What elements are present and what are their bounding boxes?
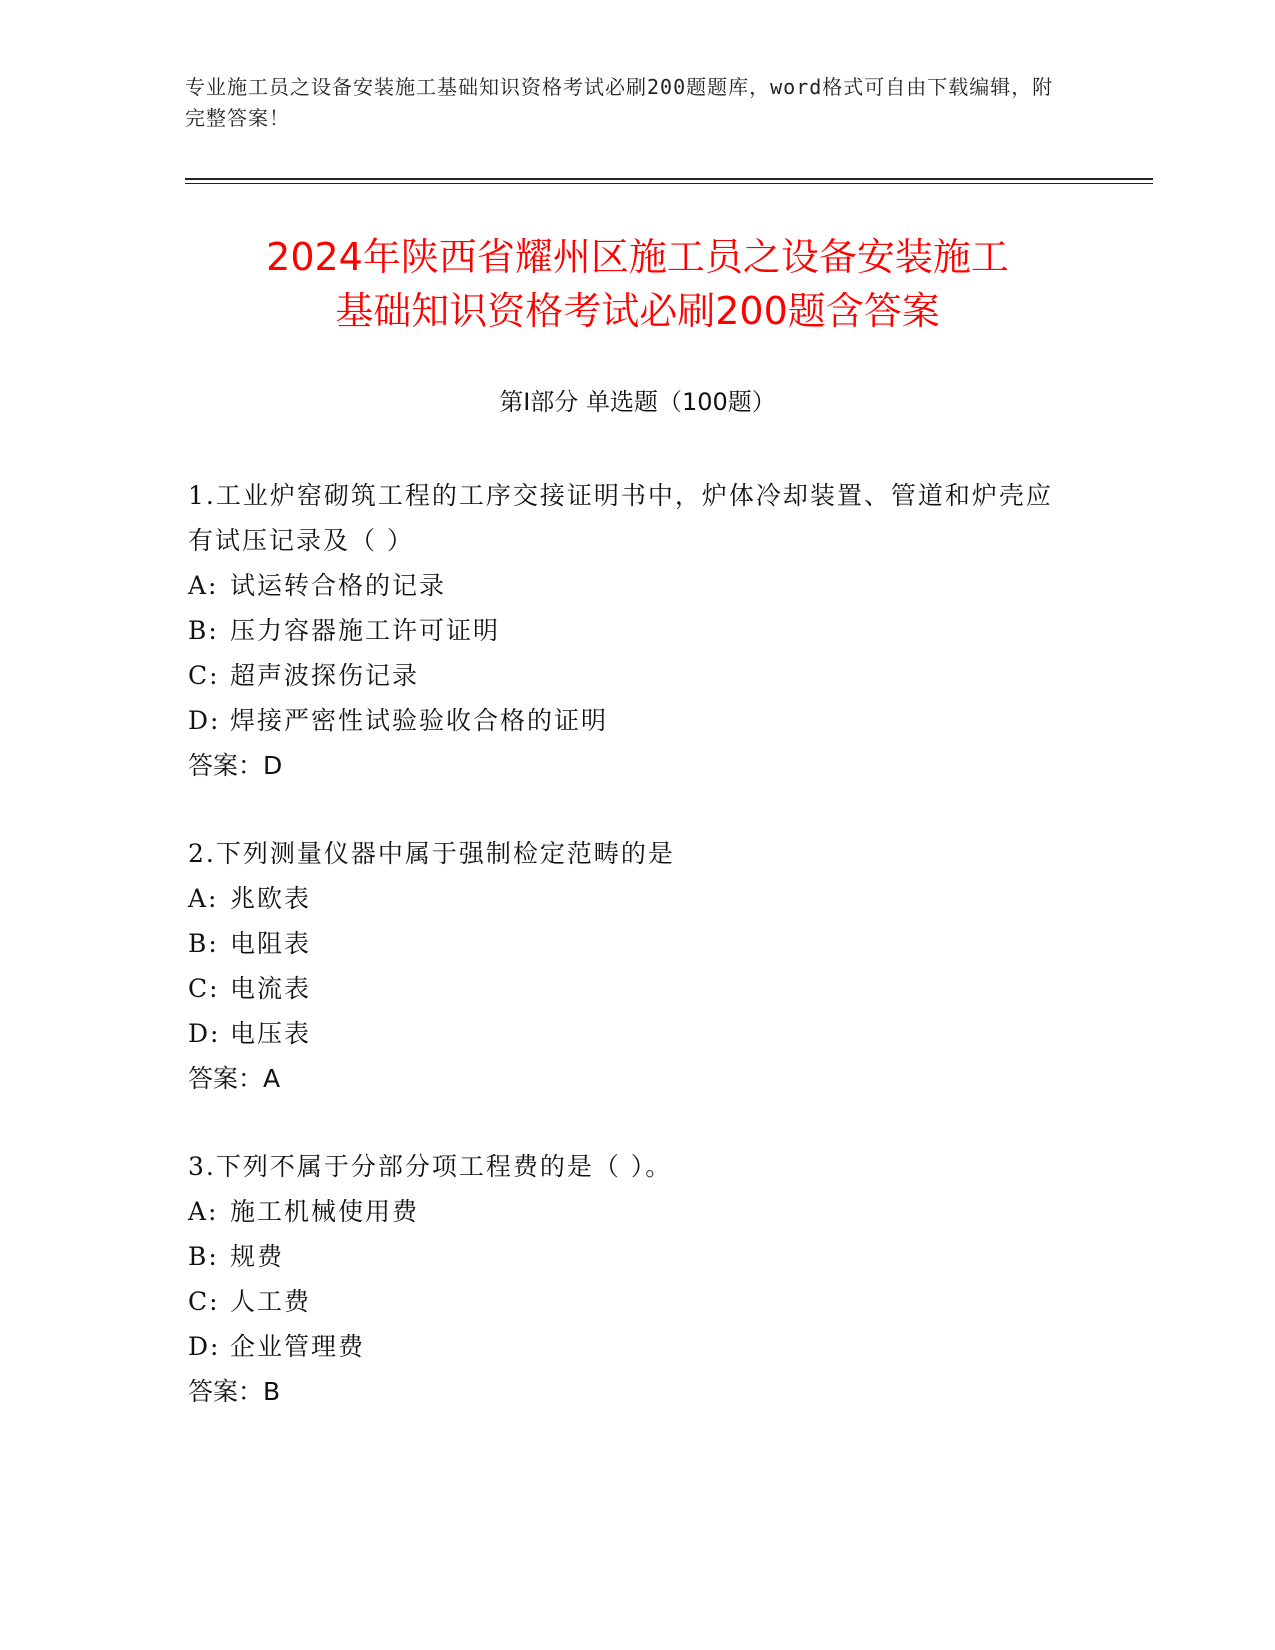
question-2 bbox=[188, 831, 1068, 1101]
question-stem: 2.下列测量仪器中属于强制检定范畴的是 bbox=[188, 839, 675, 868]
option-text: 焊接严密性试验验收合格的证明 bbox=[230, 706, 609, 735]
option-text: 试运转合格的记录 bbox=[230, 571, 447, 600]
option-c bbox=[188, 966, 1068, 1011]
document-title-line-2: 基础知识资格考试必刷200题含答案 bbox=[335, 289, 940, 333]
option-text: 兆欧表 bbox=[230, 884, 312, 913]
option-text: 压力容器施工许可证明 bbox=[230, 616, 501, 645]
question-list bbox=[188, 473, 1068, 1457]
option-text: 超声波探伤记录 bbox=[230, 661, 420, 690]
option-a bbox=[188, 1189, 1068, 1234]
option-letter: D: bbox=[188, 1019, 221, 1048]
document-title-line-1: 2024年陕西省耀州区施工员之设备安装施工 bbox=[266, 235, 1009, 279]
answer-line: 答案：D bbox=[188, 751, 283, 780]
option-letter: D: bbox=[188, 706, 221, 735]
option-letter: A: bbox=[188, 1197, 219, 1226]
option-letter: C: bbox=[188, 661, 220, 690]
option-letter: A: bbox=[188, 884, 219, 913]
option-text: 施工机械使用费 bbox=[230, 1197, 420, 1226]
option-d bbox=[188, 1011, 1068, 1056]
option-text: 人工费 bbox=[230, 1287, 312, 1316]
option-c bbox=[188, 1279, 1068, 1324]
option-text: 企业管理费 bbox=[230, 1332, 366, 1361]
option-d bbox=[188, 698, 1068, 743]
option-c bbox=[188, 653, 1068, 698]
option-b bbox=[188, 921, 1068, 966]
option-text: 规费 bbox=[230, 1242, 285, 1271]
option-text: 电流表 bbox=[230, 974, 312, 1003]
header-divider-thin bbox=[185, 183, 1153, 184]
option-b bbox=[188, 608, 1068, 653]
section-heading: 第Ⅰ部分 单选题（100题） bbox=[499, 388, 776, 416]
header-divider-thick bbox=[185, 178, 1153, 180]
option-text: 电压表 bbox=[230, 1019, 312, 1048]
option-letter: B: bbox=[188, 929, 219, 958]
option-letter: A: bbox=[188, 571, 219, 600]
option-a bbox=[188, 876, 1068, 921]
option-letter: D: bbox=[188, 1332, 221, 1361]
question-1 bbox=[188, 473, 1068, 788]
option-a bbox=[188, 563, 1068, 608]
option-letter: B: bbox=[188, 616, 219, 645]
option-b bbox=[188, 1234, 1068, 1279]
option-d bbox=[188, 1324, 1068, 1369]
option-text: 电阻表 bbox=[230, 929, 312, 958]
answer-line: 答案：A bbox=[188, 1064, 281, 1093]
option-letter: C: bbox=[188, 974, 220, 1003]
option-letter: B: bbox=[188, 1242, 219, 1271]
question-stem: 1.工业炉窑砌筑工程的工序交接证明书中，炉体冷却装置、管道和炉壳应有试压记录及（ ） bbox=[188, 481, 1053, 555]
question-3 bbox=[188, 1144, 1068, 1414]
option-letter: C: bbox=[188, 1287, 220, 1316]
answer-line: 答案：B bbox=[188, 1377, 281, 1406]
header-note: 专业施工员之设备安装施工基础知识资格考试必刷200题题库，word格式可自由下载编辑，附完整答案！ bbox=[185, 75, 1054, 130]
question-stem: 3.下列不属于分部分项工程费的是（ ）。 bbox=[188, 1152, 673, 1181]
document-title bbox=[150, 230, 1125, 338]
